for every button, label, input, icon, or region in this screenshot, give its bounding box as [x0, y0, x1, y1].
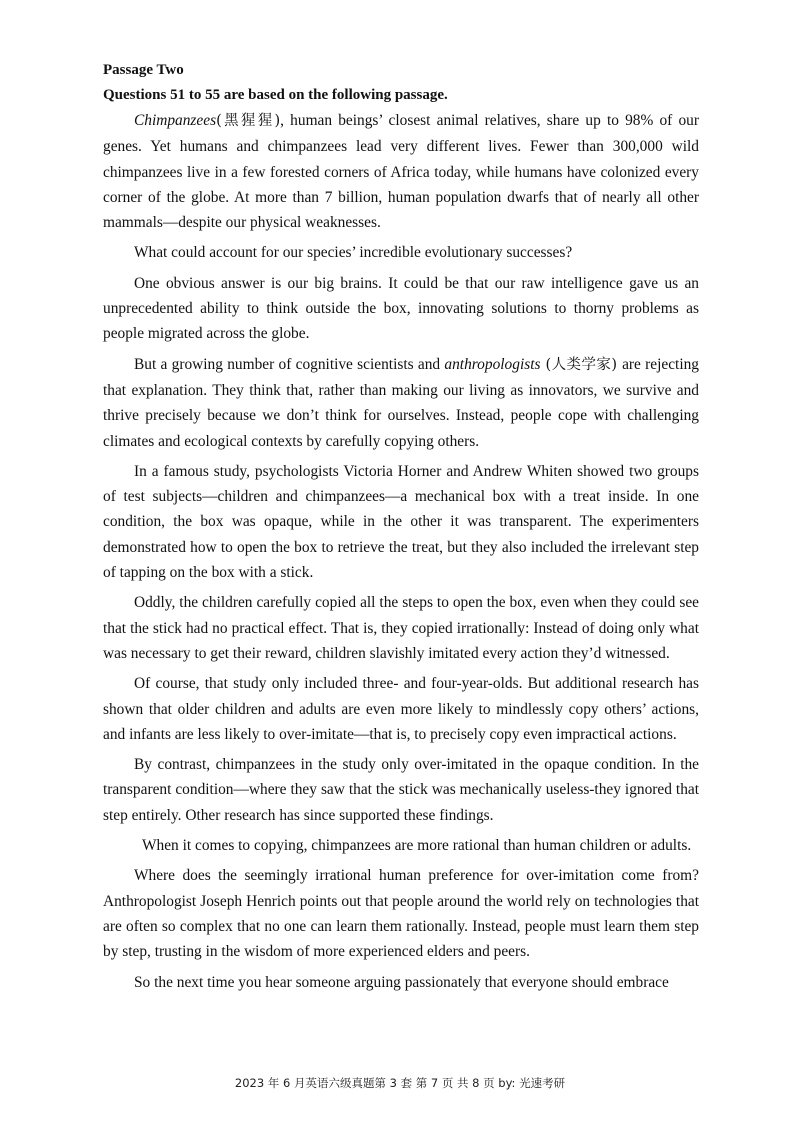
paragraph-4-text: are rejecting that explanation. They think that, rather than making our living as innovators, we survive and thrive precisely because we don’t think for ourselves. Instead, people cope with challenging climates and ecological contexts by carefully copying others.: [103, 355, 699, 450]
paragraph-6: Oddly, the children carefully copied all the steps to open the box, even when they could see that the stick had no practical effect. That is, they copied irrationally: Instead of doing only what was necessary to get their reward, children slavishly imitated every action they’d witnessed.: [103, 594, 699, 662]
paragraph-1-text: , human beings’ closest animal relatives, share up to 98% of our genes. Yet humans and chimpanzees lead very different lives. Fewer than 300,000 wild chimpanzees live in a few forested corners of Africa today, while humans have colonized every corner of the globe. At more than 7 billion, human population dwarfs that of nearly all other mammals—despite our physical weaknesses.: [103, 112, 699, 232]
paragraph-10: Where does the seemingly irrational human preference for over-imitation come from? Anthropologist Joseph Henrich points out that people around the world rely on technologies that are often so complex that no one can learn them rationally. Instead, people must learn them step by step, trusting in the wisdom of more experienced elders and peers.: [103, 867, 699, 961]
paragraph-4: [103, 352, 699, 454]
page-footer: 2023 年 6 月英语六级真题第 3 套 第 7 页 共 8 页 by: 光速考研: [234, 1076, 566, 1090]
paragraph-9: When it comes to copying, chimpanzees are more rational than human children or adults.: [142, 837, 692, 855]
paragraph-7: Of course, that study only included three- and four-year-olds. But additional research has shown that older children and adults are even more likely to mindlessly copy others’ actions, and infants are less likely to over-imitate—that is, to precisely copy even impractical actions.: [103, 675, 699, 743]
term-chimpanzees-gloss: (黑猩猩): [216, 113, 281, 129]
passage-title: Passage Two: [103, 62, 184, 78]
questions-instruction: Questions 51 to 55 are based on the following passage.: [103, 87, 448, 103]
term-anthropologists: anthropologists: [444, 355, 541, 373]
paragraph-3: One obvious answer is our big brains. It could be that our raw intelligence gave us an unprecedented ability to think outside the box, innovating solutions to thorny problems as people migrated across the globe.: [103, 274, 699, 343]
paragraph-1: [103, 108, 699, 235]
paragraph-8: By contrast, chimpanzees in the study only over-imitated in the opaque condition. In the transparent condition—where they saw that the stick was mechanically useless-they ignored that step entirely. Other research has since supported these findings.: [103, 756, 699, 824]
paragraph-11: So the next time you hear someone arguing passionately that everyone should embrace: [134, 973, 669, 991]
term-anthropologists-gloss: (人类学家): [540, 356, 623, 373]
paragraph-5: In a famous study, psychologists Victoria Horner and Andrew Whiten showed two groups of test subjects—children and chimpanzees—a mechanical box with a treat inside. In one condition, the box was opaque, while in the other it was transparent. The experimenters demonstrated how to open the box to retrieve the treat, but they also included the irrelevant step of tapping on the box with a stick.: [103, 462, 699, 582]
paragraph-4-lead: But a growing number of cognitive scientists and: [134, 355, 445, 373]
paragraph-2: What could account for our species’ incredible evolutionary successes?: [134, 244, 573, 262]
term-chimpanzees: Chimpanzees: [134, 112, 217, 129]
passage-content: [103, 58, 699, 1000]
